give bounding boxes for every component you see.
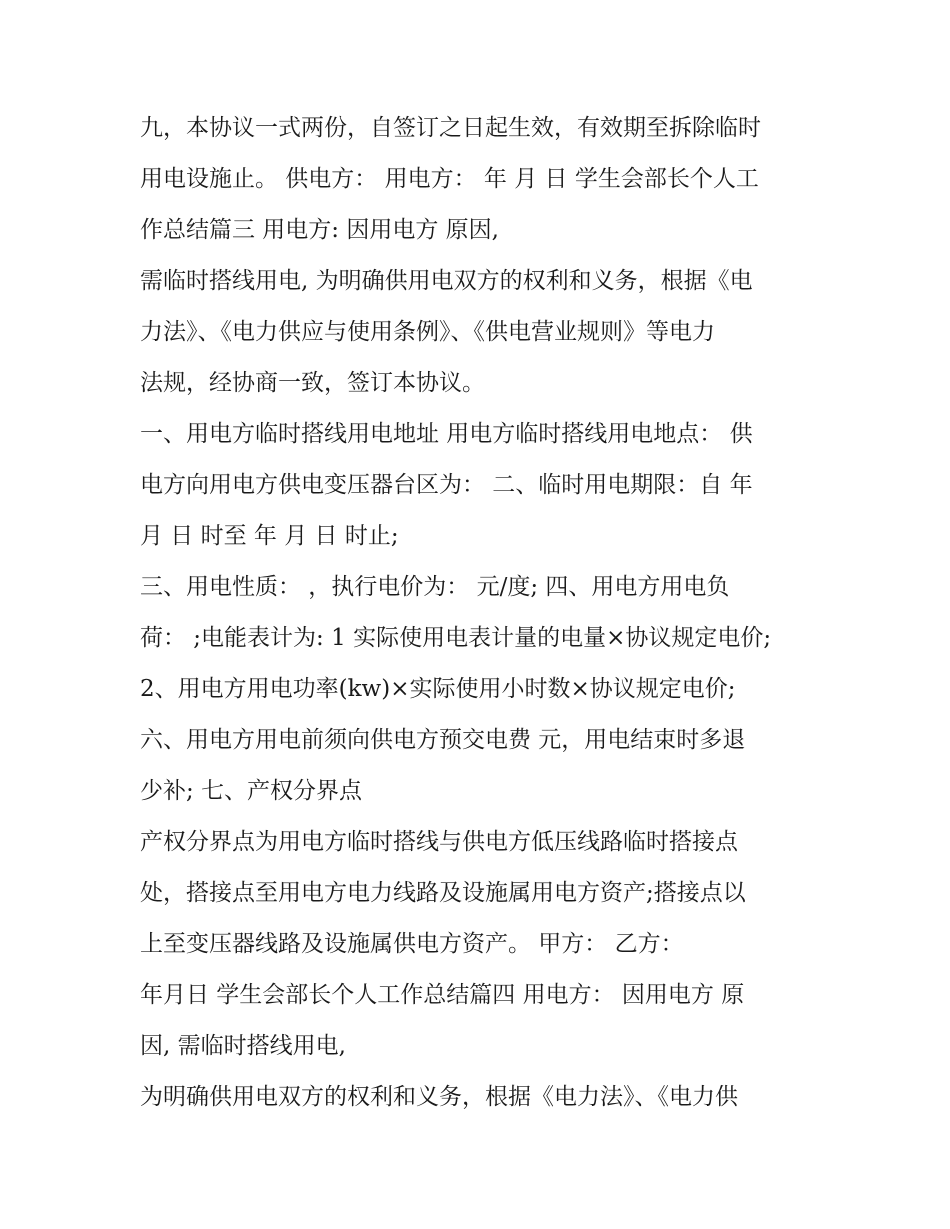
text-line: 上至变压器线路及设施属供电方资产。 甲方： 乙方： (140, 931, 684, 957)
text-line: 荷： ;电能表计为: 1 实际使用电表计量的电量×协议规定电价; (140, 625, 772, 651)
text-line: 月 日 时至 年 月 日 时止; (140, 523, 399, 549)
text-line: 少补; 七、产权分界点 (140, 778, 363, 804)
text-line: 需临时搭线用电, 为明确供用电双方的权利和义务，根据《电 (140, 268, 753, 294)
text-line: 为明确供用电双方的权利和义务，根据《电力法》、《电力供 (140, 1084, 738, 1110)
text-line: 因, 需临时搭线用电, (140, 1033, 346, 1059)
text-line: 作总结篇三 用电方: 因用电方 原因, (140, 217, 499, 243)
text-line: 三、用电性质： ，执行电价为： 元/度; 四、用电方用电负 (140, 574, 730, 600)
text-line: 处，搭接点至用电方电力线路及设施属用电方资产;搭接点以 (140, 880, 746, 906)
text-line: 电方向用电方供电变压器台区为： 二、临时用电期限：自 年 (140, 472, 753, 498)
text-line: 六、用电方用电前须向供电方预交电费 元，用电结束时多退 (140, 727, 746, 753)
text-line: 法规，经协商一致，签订本协议。 (140, 370, 485, 396)
text-line: 力法》、《电力供应与使用条例》、《供电营业规则》等电力 (140, 319, 715, 345)
text-line: 一、用电方临时搭线用电地址 用电方临时搭线用电地点： 供 (140, 421, 753, 447)
text-line: 2、用电方用电功率(kw)×实际使用小时数×协议规定电价; (140, 676, 736, 702)
text-line: 年月日 学生会部长个人工作总结篇四 用电方： 因用电方 原 (140, 982, 745, 1008)
text-line: 用电设施止。 供电方： 用电方： 年 月 日 学生会部长个人工 (140, 166, 759, 192)
document-body (140, 103, 820, 1123)
text-line: 九，本协议一式两份，自签订之日起生效，有效期至拆除临时 (140, 115, 761, 141)
text-line: 产权分界点为用电方临时搭线与供电方低压线路临时搭接点 (140, 829, 738, 855)
